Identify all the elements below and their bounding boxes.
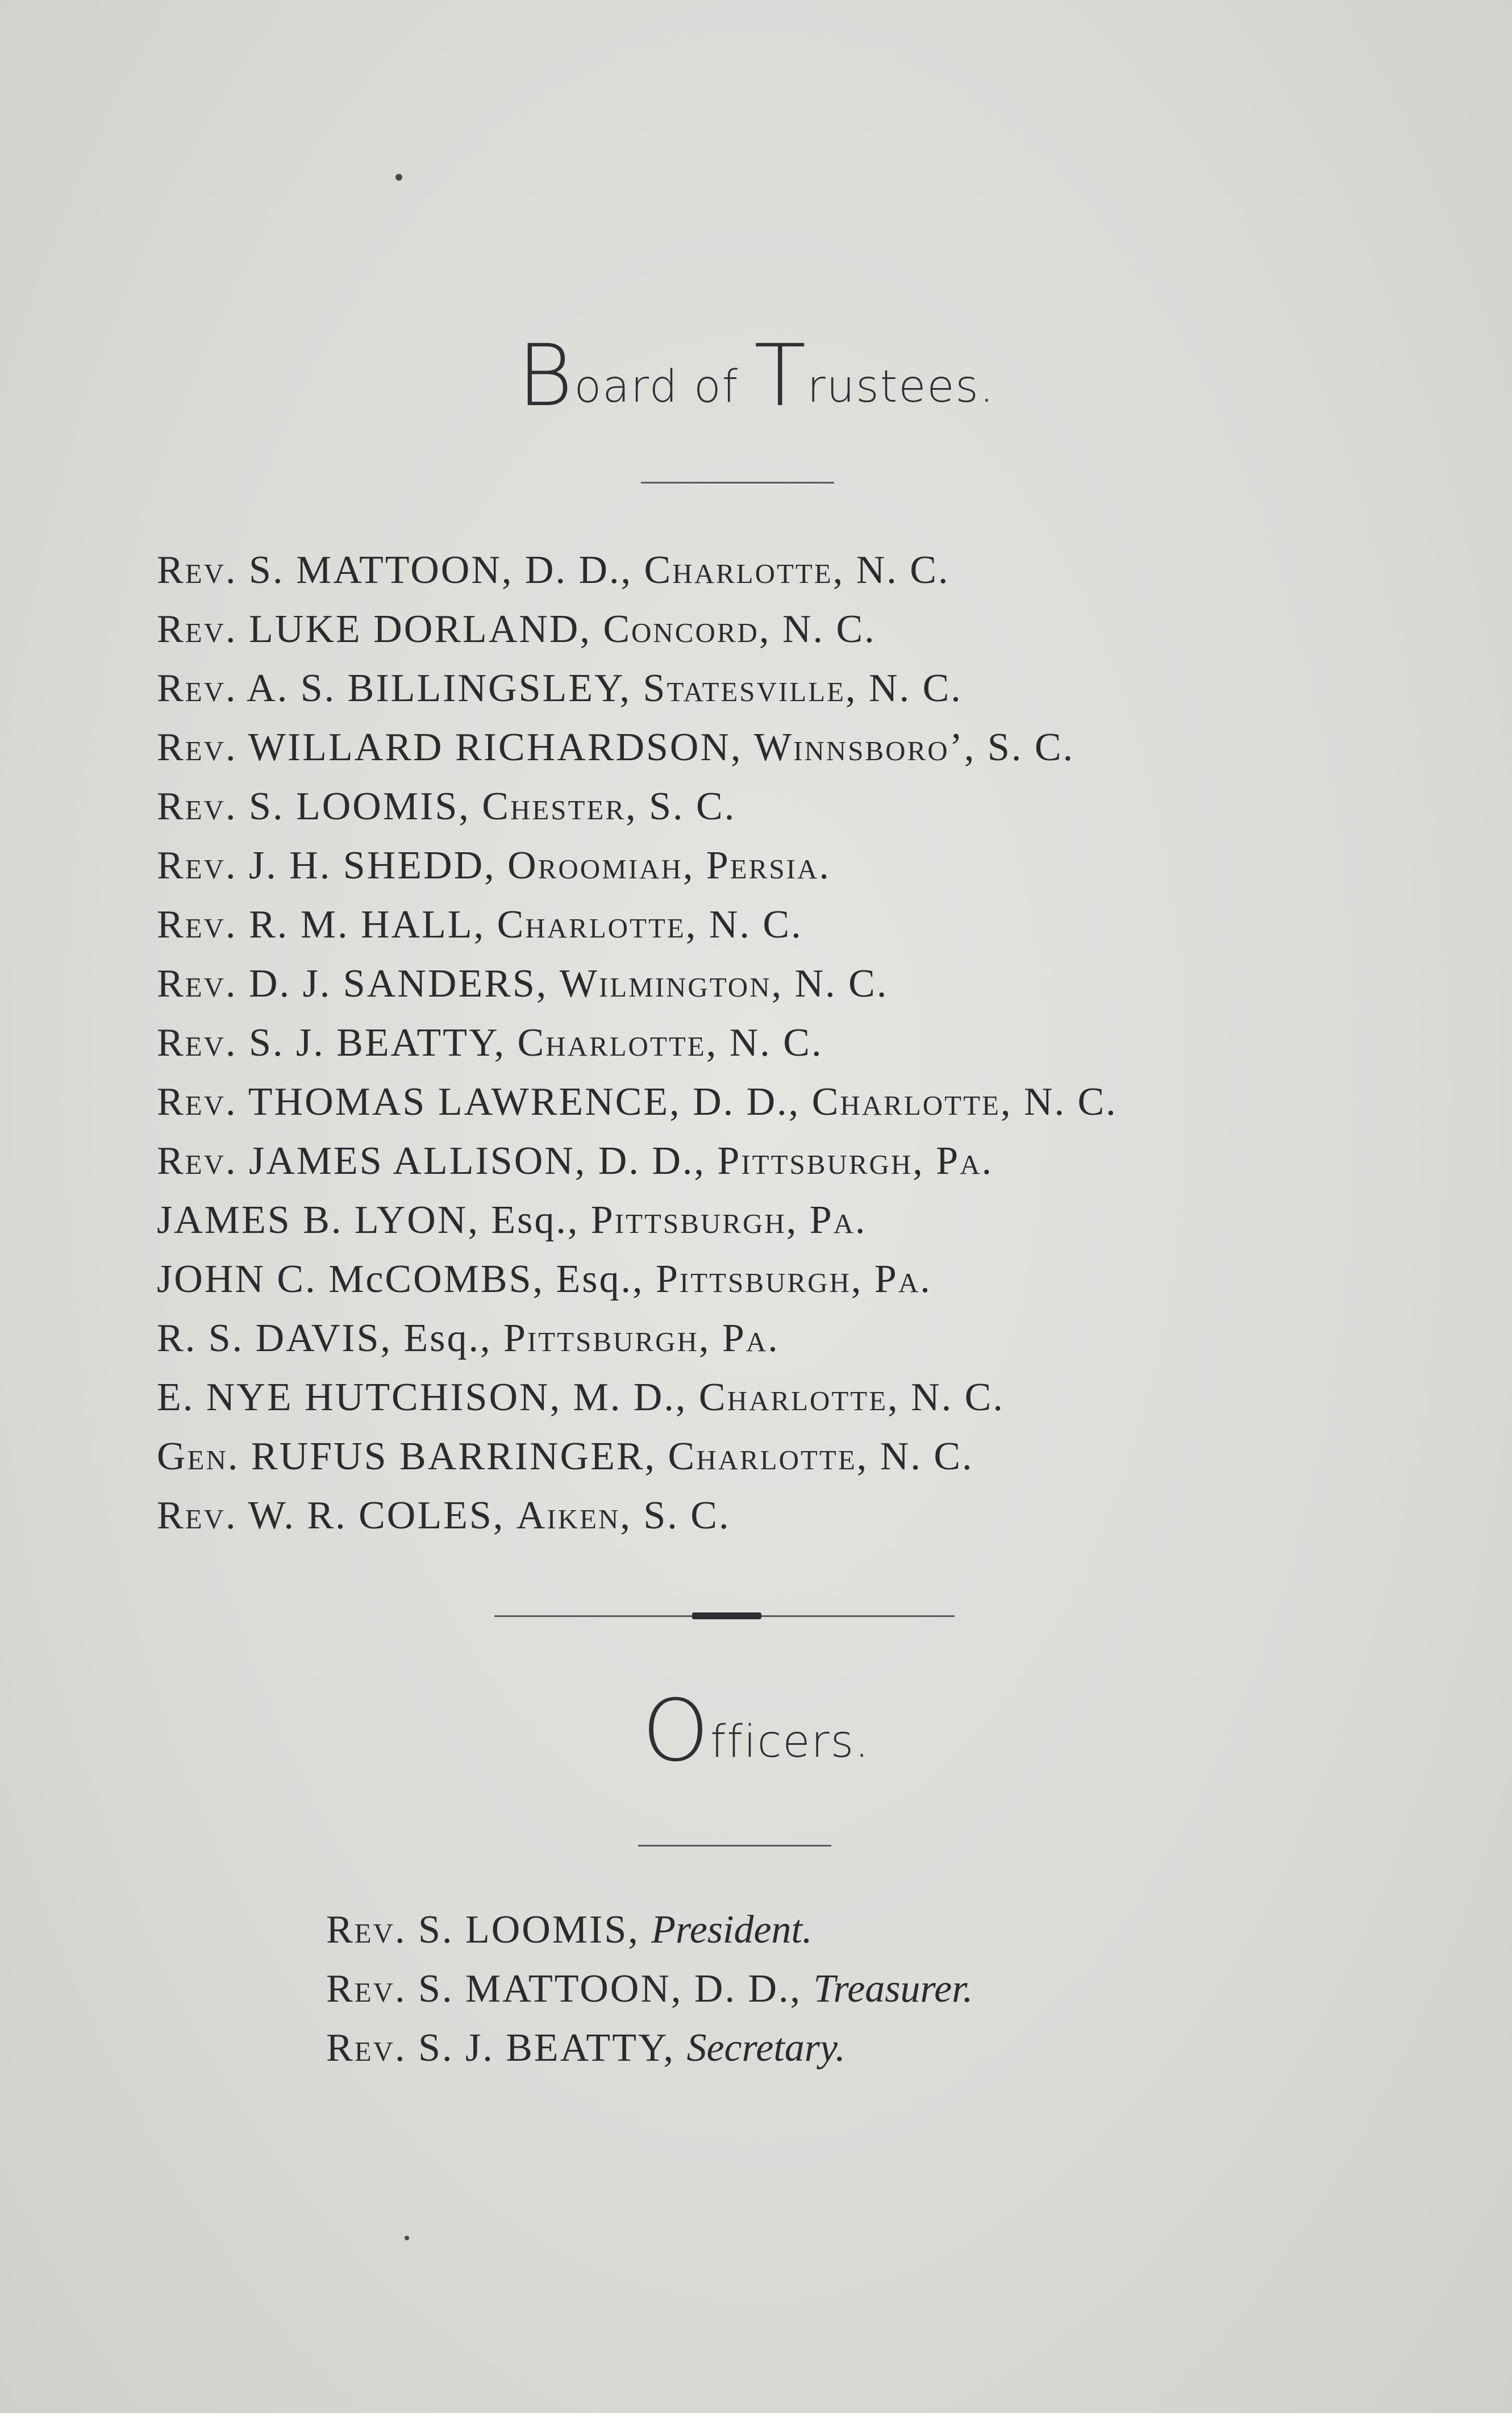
trustee-entry [157,1368,1118,1427]
trustee-prefix: Rev. [157,607,238,651]
trustee-name: JAMES B. LYON, Esq., [157,1198,580,1242]
trustee-entry [157,777,1118,836]
trustee-place: Pittsburgh, Pa. [503,1316,780,1360]
trustee-place: Charlotte, N. C. [497,903,803,947]
officer-role: Treasurer. [813,1967,973,2011]
trustee-place: Concord, N. C. [603,607,876,651]
trustee-entry [157,1250,1118,1309]
trustee-list [157,541,1118,1545]
officer-prefix: Rev. [326,1908,407,1952]
heading-text: fficers. [710,1716,870,1768]
officer-entry [326,1960,973,2019]
trustee-place: Charlotte, N. C. [644,548,950,592]
heading-text-2: rustees. [807,361,995,412]
officer-role: President. [651,1908,813,1952]
ornamental-divider-center [692,1612,761,1619]
trustee-name: D. J. SANDERS, [249,962,548,1006]
trustee-entry [157,1486,1118,1545]
trustee-entry [157,1427,1118,1486]
heading-initial-t: T [753,327,807,426]
officer-name: S. J. BEATTY, [418,2026,675,2070]
trustee-entry [157,836,1118,895]
trustee-name: LUKE DORLAND, [249,607,592,651]
trustee-entry [157,955,1118,1014]
trustee-place: Chester, S. C. [482,785,736,828]
trustee-prefix: Rev. [157,548,238,592]
officer-prefix: Rev. [326,1967,407,2011]
trustee-name: RUFUS BARRINGER, [251,1435,657,1478]
trustee-name: S. LOOMIS, [249,785,470,828]
officer-entry [326,1901,973,1960]
trustee-prefix: Rev. [157,1139,238,1183]
trustee-place: Charlotte, N. C. [811,1080,1118,1124]
trustee-entry [157,718,1118,777]
trustee-name: JOHN C. McCOMBS, Esq., [157,1257,644,1301]
trustee-place: Charlotte, N. C. [517,1021,823,1065]
trustee-entry [157,1132,1118,1191]
trustee-place: Pittsburgh, Pa. [590,1198,867,1242]
trustee-place: Wilmington, N. C. [559,962,889,1006]
trustee-name: R. M. HALL, [249,903,486,947]
trustee-prefix: Rev. [157,903,238,947]
trustee-prefix: Rev. [157,1494,238,1537]
trustee-name: J. H. SHEDD, [249,844,496,887]
trustee-entry [157,659,1118,718]
officer-role: Secretary. [686,2026,845,2070]
trustee-prefix: Rev. [157,1021,238,1065]
trustee-prefix: Rev. [157,726,238,769]
paper-speck [395,174,402,181]
trustee-prefix: Gen. [157,1435,240,1478]
officer-name: S. LOOMIS, [418,1908,640,1952]
trustee-entry [157,1309,1118,1368]
heading-text-1: oard of [574,361,754,412]
trustee-entry [157,1014,1118,1073]
officer-list [326,1901,973,2078]
trustee-name: WILLARD RICHARDSON, [248,726,743,769]
trustee-place: Pittsburgh, Pa. [656,1257,932,1301]
officers-heading [0,1682,1512,1781]
trustee-prefix: Rev. [157,962,238,1006]
trustee-place: Charlotte, N. C. [698,1376,1005,1419]
trustee-name: THOMAS LAWRENCE, D. D., [248,1080,801,1124]
divider-rule [641,482,834,484]
trustee-name: A. S. BILLINGSLEY, [247,666,632,710]
officer-name: S. MATTOON, D. D., [418,1967,802,2011]
trustee-entry [157,1191,1118,1250]
paper-speck [405,2236,409,2240]
officer-entry [326,2019,973,2078]
board-of-trustees-heading [0,327,1512,426]
trustee-place: Oroomiah, Persia. [507,844,831,887]
trustee-name: E. NYE HUTCHISON, M. D., [157,1376,688,1419]
trustee-name: R. S. DAVIS, Esq., [157,1316,492,1360]
trustee-entry [157,600,1118,659]
trustee-place: Aiken, S. C. [516,1494,731,1537]
trustee-name: W. R. COLES, [248,1494,505,1537]
trustee-prefix: Rev. [157,666,238,710]
trustee-place: Winnsboro’, S. C. [754,726,1075,769]
trustee-place: Statesville, N. C. [643,666,963,710]
trustee-entry [157,541,1118,600]
trustee-place: Pittsburgh, Pa. [717,1139,994,1183]
trustee-prefix: Rev. [157,785,238,828]
trustee-name: S. J. BEATTY, [249,1021,506,1065]
trustee-prefix: Rev. [157,844,238,887]
officer-prefix: Rev. [326,2026,407,2070]
heading-initial-o: O [642,1682,711,1781]
trustee-entry [157,1073,1118,1132]
trustee-name: S. MATTOON, D. D., [249,548,632,592]
trustee-prefix: Rev. [157,1080,238,1124]
heading-initial-b: B [517,327,574,426]
trustee-entry [157,895,1118,955]
trustee-name: JAMES ALLISON, D. D., [249,1139,706,1183]
divider-rule [638,1845,831,1847]
trustee-place: Charlotte, N. C. [668,1435,974,1478]
